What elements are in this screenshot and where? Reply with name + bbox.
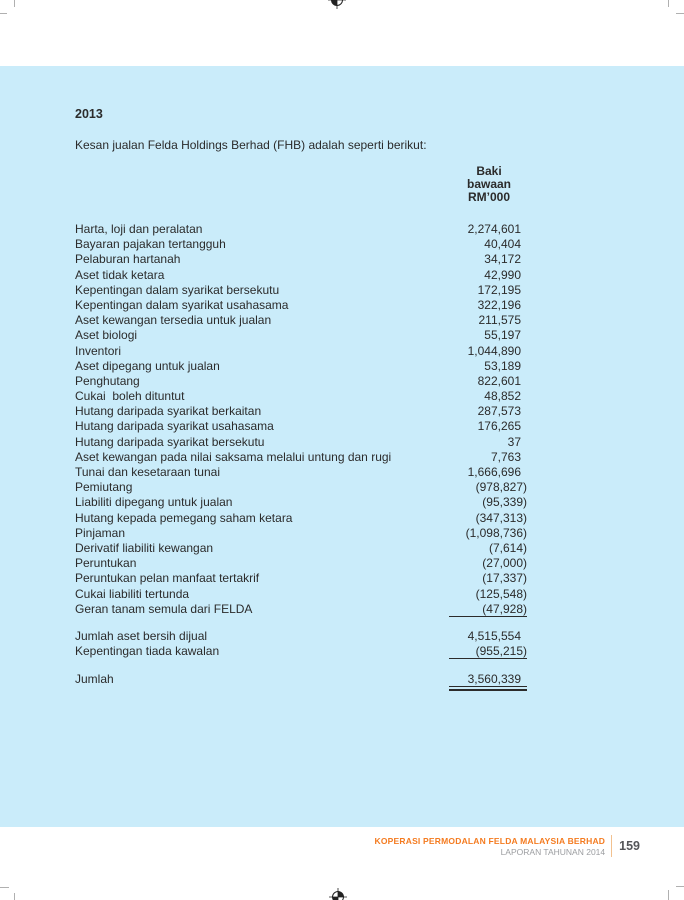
table-row bbox=[75, 571, 527, 586]
row-value: 34,172 bbox=[484, 252, 521, 267]
crop-mark bbox=[668, 0, 669, 7]
crop-mark bbox=[676, 13, 684, 14]
row-label: Liabiliti dipegang untuk jualan bbox=[75, 495, 233, 510]
table-row bbox=[75, 587, 527, 602]
row-label: Aset kewangan pada nilai saksama melalui untung dan rugi bbox=[75, 449, 392, 464]
row-value: 7,763 bbox=[490, 449, 521, 464]
row-value: (1,098,736) bbox=[465, 525, 527, 540]
footer-report: LAPORAN TAHUNAN 2014 bbox=[500, 846, 606, 857]
row-value: (347,313) bbox=[475, 510, 527, 525]
row-value: (978,827) bbox=[475, 480, 527, 495]
row-value: 211,575 bbox=[478, 313, 521, 328]
totals-section bbox=[75, 629, 527, 659]
row-label: Bayaran pajakan tertangguh bbox=[75, 237, 226, 252]
row-value: (7,614) bbox=[488, 540, 527, 555]
row-label: Aset tidak ketara bbox=[75, 267, 165, 282]
row-value: (125,548) bbox=[475, 586, 527, 601]
table-row bbox=[75, 480, 527, 495]
row-value: 42,990 bbox=[484, 267, 521, 282]
table-row bbox=[75, 526, 527, 541]
row-label: Kepentingan dalam syarikat bersekutu bbox=[75, 282, 280, 297]
table-row bbox=[75, 404, 527, 419]
grand-total-value: 3,560,339 bbox=[449, 672, 527, 687]
row-label: Pinjaman bbox=[75, 525, 126, 540]
row-label: Aset kewangan tersedia untuk jualan bbox=[75, 313, 272, 328]
footer-text bbox=[375, 836, 606, 857]
table-row bbox=[75, 359, 527, 374]
table-row bbox=[75, 328, 527, 343]
grand-total-label: Jumlah bbox=[75, 672, 114, 687]
row-label: Geran tanam semula dari FELDA bbox=[75, 601, 253, 616]
row-label: Hutang kepada pemegang saham ketara bbox=[75, 510, 293, 525]
row-label: Penghutang bbox=[75, 373, 140, 388]
grand-total-section bbox=[75, 672, 527, 687]
footer-divider bbox=[611, 835, 612, 857]
row-value: 53,189 bbox=[484, 358, 521, 373]
crop-mark bbox=[668, 890, 669, 900]
column-header-line3: RM’000 bbox=[467, 190, 511, 204]
row-label: Inventori bbox=[75, 343, 122, 358]
page-number: 159 bbox=[619, 839, 640, 853]
table-row bbox=[75, 541, 527, 556]
row-value: 822,601 bbox=[477, 373, 521, 388]
row-label: Aset dipegang untuk jualan bbox=[75, 358, 220, 373]
financial-table bbox=[75, 222, 527, 617]
page-footer bbox=[375, 835, 641, 857]
table-row bbox=[75, 450, 527, 465]
table-row bbox=[75, 602, 527, 617]
table-row bbox=[75, 298, 527, 313]
table-row bbox=[75, 465, 527, 480]
row-value: (955,215) bbox=[449, 644, 527, 659]
row-value: 172,195 bbox=[477, 282, 521, 297]
row-label: Hutang daripada syarikat usahasama bbox=[75, 419, 274, 434]
row-value: 1,044,890 bbox=[467, 343, 521, 358]
table-row bbox=[75, 389, 527, 404]
row-label: Pelaburan hartanah bbox=[75, 252, 181, 267]
row-value: (17,337) bbox=[482, 571, 527, 586]
row-label: Hutang daripada syarikat bersekutu bbox=[75, 434, 265, 449]
table-row bbox=[75, 268, 527, 283]
table-row bbox=[75, 252, 527, 267]
table-row bbox=[75, 283, 527, 298]
row-value: 4,515,554 bbox=[467, 628, 521, 643]
table-row bbox=[75, 374, 527, 389]
row-value: 48,852 bbox=[484, 389, 521, 404]
table-row bbox=[75, 644, 527, 659]
row-label: Tunai dan kesetaraan tunai bbox=[75, 465, 220, 479]
column-header-line2: bawaan bbox=[466, 177, 511, 191]
crop-mark bbox=[14, 0, 15, 7]
table-row bbox=[75, 344, 527, 359]
row-value: 55,197 bbox=[484, 328, 521, 343]
row-label: Jumlah aset bersih dijual bbox=[75, 628, 208, 643]
row-label: Kepentingan dalam syarikat usahasama bbox=[75, 297, 289, 312]
row-value: (47,928) bbox=[449, 602, 527, 617]
column-header bbox=[433, 165, 545, 204]
row-label: Derivatif liabiliti kewangan bbox=[75, 540, 214, 555]
row-label: Peruntukan bbox=[75, 556, 137, 571]
table-row bbox=[75, 435, 527, 450]
row-label: Cukai liabiliti tertunda bbox=[75, 586, 190, 601]
row-value: (27,000) bbox=[482, 556, 527, 571]
row-value: (95,339) bbox=[482, 495, 527, 510]
row-value: 322,196 bbox=[477, 297, 521, 312]
table-row bbox=[75, 511, 527, 526]
row-label: Cukai boleh dituntut bbox=[75, 389, 185, 404]
table-row bbox=[75, 556, 527, 571]
table-row bbox=[75, 313, 527, 328]
table-row bbox=[75, 629, 527, 644]
double-rule bbox=[449, 689, 527, 691]
column-header-line1: Baki bbox=[476, 164, 502, 178]
grand-total-row bbox=[75, 672, 527, 687]
row-label: Hutang daripada syarikat berkaitan bbox=[75, 404, 262, 419]
crop-mark bbox=[676, 886, 684, 887]
intro-text: Kesan jualan Felda Holdings Berhad (FHB) adalah seperti berikut: bbox=[75, 138, 427, 152]
table-row bbox=[75, 495, 527, 510]
registration-mark-icon bbox=[329, 888, 347, 900]
table-row bbox=[75, 237, 527, 252]
table-row bbox=[75, 222, 527, 237]
table-row bbox=[75, 419, 527, 434]
row-value: 287,573 bbox=[477, 404, 521, 419]
year-heading: 2013 bbox=[75, 107, 103, 121]
row-label: Aset biologi bbox=[75, 328, 138, 343]
row-label: Harta, loji dan peralatan bbox=[75, 222, 203, 236]
crop-mark bbox=[0, 13, 7, 14]
row-value: 2,274,601 bbox=[467, 222, 521, 236]
crop-mark bbox=[0, 887, 9, 888]
row-label: Kepentingan tiada kawalan bbox=[75, 644, 220, 659]
crop-mark bbox=[14, 893, 15, 900]
registration-mark-icon bbox=[328, 0, 346, 9]
row-label: Peruntukan pelan manfaat tertakrif bbox=[75, 571, 260, 586]
row-value: 176,265 bbox=[477, 419, 521, 434]
row-value: 40,404 bbox=[484, 237, 521, 252]
row-value: 37 bbox=[507, 434, 521, 449]
row-label: Pemiutang bbox=[75, 480, 133, 495]
footer-company: KOPERASI PERMODALAN FELDA MALAYSIA BERHAD bbox=[374, 835, 606, 846]
row-value: 1,666,696 bbox=[467, 465, 521, 479]
content-panel bbox=[0, 66, 684, 827]
